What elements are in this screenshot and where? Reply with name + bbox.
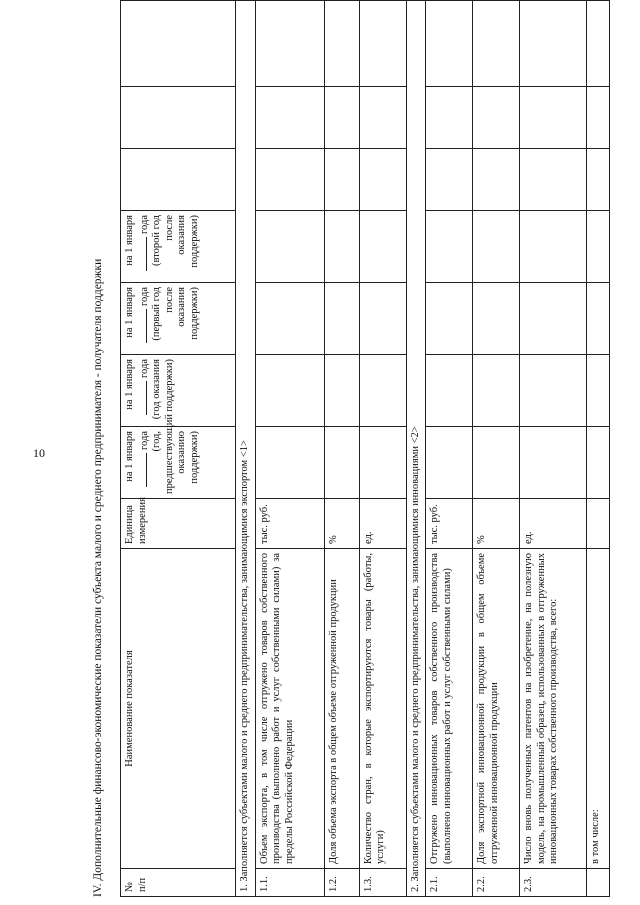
header-empty-1 bbox=[121, 149, 236, 211]
header-year-second-after-suffix: года (второй год после оказания поддержки) bbox=[138, 215, 200, 268]
value-cell[interactable] bbox=[520, 283, 587, 355]
value-cell[interactable] bbox=[359, 283, 406, 355]
value-cell[interactable] bbox=[520, 211, 587, 283]
table-row bbox=[324, 1, 359, 897]
value-cell[interactable] bbox=[473, 87, 520, 149]
page-number: 10 bbox=[33, 446, 45, 460]
header-year-support-prefix: на 1 января bbox=[124, 359, 135, 410]
value-cell[interactable] bbox=[359, 355, 406, 427]
section-title: IV. Дополнительные финансово-экономические показатели субъекта малого и среднего предпринимателя - получателя поддержки bbox=[92, 258, 104, 897]
value-cell[interactable] bbox=[255, 87, 324, 149]
section-row-innovation bbox=[406, 1, 426, 897]
row-unit: тыс. руб. bbox=[255, 499, 324, 549]
value-cell[interactable] bbox=[473, 211, 520, 283]
row-unit: ед. bbox=[520, 499, 587, 549]
value-cell[interactable] bbox=[324, 355, 359, 427]
value-cell[interactable] bbox=[324, 427, 359, 499]
header-year-first-after-suffix: года (первый год после оказания поддержки) bbox=[138, 287, 200, 341]
row-num bbox=[587, 869, 610, 897]
value-cell[interactable] bbox=[255, 427, 324, 499]
row-unit: % bbox=[324, 499, 359, 549]
row-name: в том числе: bbox=[587, 549, 610, 869]
table-row bbox=[255, 1, 324, 897]
value-cell[interactable] bbox=[255, 1, 324, 87]
value-cell[interactable] bbox=[473, 283, 520, 355]
row-num: 1.3. bbox=[359, 869, 406, 897]
table-header-row bbox=[121, 1, 236, 897]
value-cell[interactable] bbox=[324, 283, 359, 355]
row-num: 1.1. bbox=[255, 869, 324, 897]
year-blank bbox=[137, 381, 147, 415]
header-year-second-after bbox=[121, 211, 236, 283]
row-name: Число вновь полученных патентов на изобретение, на полезную модель, на промышленный образец, использованных в отгруженных инновационных товарах собственного производства, всего: bbox=[520, 549, 587, 869]
table-row bbox=[359, 1, 406, 897]
header-name: Наименование показателя bbox=[121, 549, 236, 869]
row-name: Количество стран, в которые экспортируются товары (работы, услуги) bbox=[359, 549, 406, 869]
header-year-support bbox=[121, 355, 236, 427]
row-num: 2.2. bbox=[473, 869, 520, 897]
value-cell[interactable] bbox=[587, 1, 610, 87]
value-cell[interactable] bbox=[587, 283, 610, 355]
header-year-prev-suffix: года (год, предшествующий оказанию поддержки) bbox=[138, 413, 200, 494]
row-unit: ед. bbox=[359, 499, 406, 549]
value-cell[interactable] bbox=[587, 355, 610, 427]
header-num: № п/п bbox=[121, 869, 236, 897]
value-cell[interactable] bbox=[426, 87, 473, 149]
value-cell[interactable] bbox=[359, 427, 406, 499]
row-name: Доля экспортной инновационной продукции в общем объеме отгруженной инновационной продукции bbox=[473, 549, 520, 869]
year-blank bbox=[137, 237, 147, 271]
table-row bbox=[473, 1, 520, 897]
value-cell[interactable] bbox=[473, 1, 520, 87]
row-unit bbox=[587, 499, 610, 549]
value-cell[interactable] bbox=[255, 355, 324, 427]
value-cell[interactable] bbox=[426, 1, 473, 87]
year-blank bbox=[137, 309, 147, 343]
value-cell[interactable] bbox=[324, 149, 359, 211]
indicators-table bbox=[120, 0, 610, 897]
table-row bbox=[426, 1, 473, 897]
value-cell[interactable] bbox=[359, 211, 406, 283]
row-name: Доля объема экспорта в общем объеме отгруженной продукции bbox=[324, 549, 359, 869]
value-cell[interactable] bbox=[359, 1, 406, 87]
value-cell[interactable] bbox=[426, 355, 473, 427]
value-cell[interactable] bbox=[255, 283, 324, 355]
value-cell[interactable] bbox=[426, 149, 473, 211]
value-cell[interactable] bbox=[587, 211, 610, 283]
header-year-prev bbox=[121, 413, 236, 499]
value-cell[interactable] bbox=[587, 149, 610, 211]
value-cell[interactable] bbox=[255, 149, 324, 211]
value-cell[interactable] bbox=[359, 87, 406, 149]
table-row bbox=[587, 1, 610, 897]
value-cell[interactable] bbox=[359, 149, 406, 211]
value-cell[interactable] bbox=[324, 1, 359, 87]
value-cell[interactable] bbox=[426, 211, 473, 283]
section-row-export bbox=[236, 1, 256, 897]
value-cell[interactable] bbox=[473, 149, 520, 211]
header-year-second-after-prefix: на 1 января bbox=[124, 215, 135, 266]
value-cell[interactable] bbox=[587, 87, 610, 149]
value-cell[interactable] bbox=[520, 87, 587, 149]
value-cell[interactable] bbox=[426, 283, 473, 355]
header-empty-2 bbox=[121, 87, 236, 149]
value-cell[interactable] bbox=[520, 427, 587, 499]
header-unit: Единица измерения bbox=[121, 499, 236, 549]
header-year-first-after-prefix: на 1 января bbox=[124, 287, 135, 338]
section-export-label: 1. Заполняется субъектами малого и среднего предпринимательства, занимающимися экспортом <1> bbox=[236, 1, 256, 897]
year-blank bbox=[137, 453, 147, 487]
value-cell[interactable] bbox=[520, 149, 587, 211]
value-cell[interactable] bbox=[255, 211, 324, 283]
row-unit: % bbox=[473, 499, 520, 549]
value-cell[interactable] bbox=[520, 355, 587, 427]
row-num: 2.3. bbox=[520, 869, 587, 897]
row-name: Объем экспорта, в том числе отгружено товаров собственного производства (выполнено работ и услуг собственными силами) за пределы Российской Федерации bbox=[255, 549, 324, 869]
value-cell[interactable] bbox=[324, 211, 359, 283]
value-cell[interactable] bbox=[426, 427, 473, 499]
row-name: Отгружено инновационных товаров собственного производства (выполнено инновационных работ и услуг собственными силами) bbox=[426, 549, 473, 869]
header-year-support-suffix: года (год оказания поддержки) bbox=[138, 359, 175, 420]
section-innovation-label: 2. Заполняется субъектами малого и среднего предпринимательства, занимающимися инновациями <2> bbox=[406, 1, 426, 897]
table-row bbox=[520, 1, 587, 897]
header-year-prev-prefix: на 1 января bbox=[124, 431, 135, 482]
value-cell[interactable] bbox=[473, 355, 520, 427]
header-year-first-after bbox=[121, 283, 236, 355]
row-unit: тыс. руб. bbox=[426, 499, 473, 549]
value-cell[interactable] bbox=[520, 1, 587, 87]
value-cell[interactable] bbox=[587, 427, 610, 499]
row-num: 1.2. bbox=[324, 869, 359, 897]
row-num: 2.1. bbox=[426, 869, 473, 897]
header-empty-3 bbox=[121, 1, 236, 87]
value-cell[interactable] bbox=[324, 87, 359, 149]
value-cell[interactable] bbox=[473, 427, 520, 499]
